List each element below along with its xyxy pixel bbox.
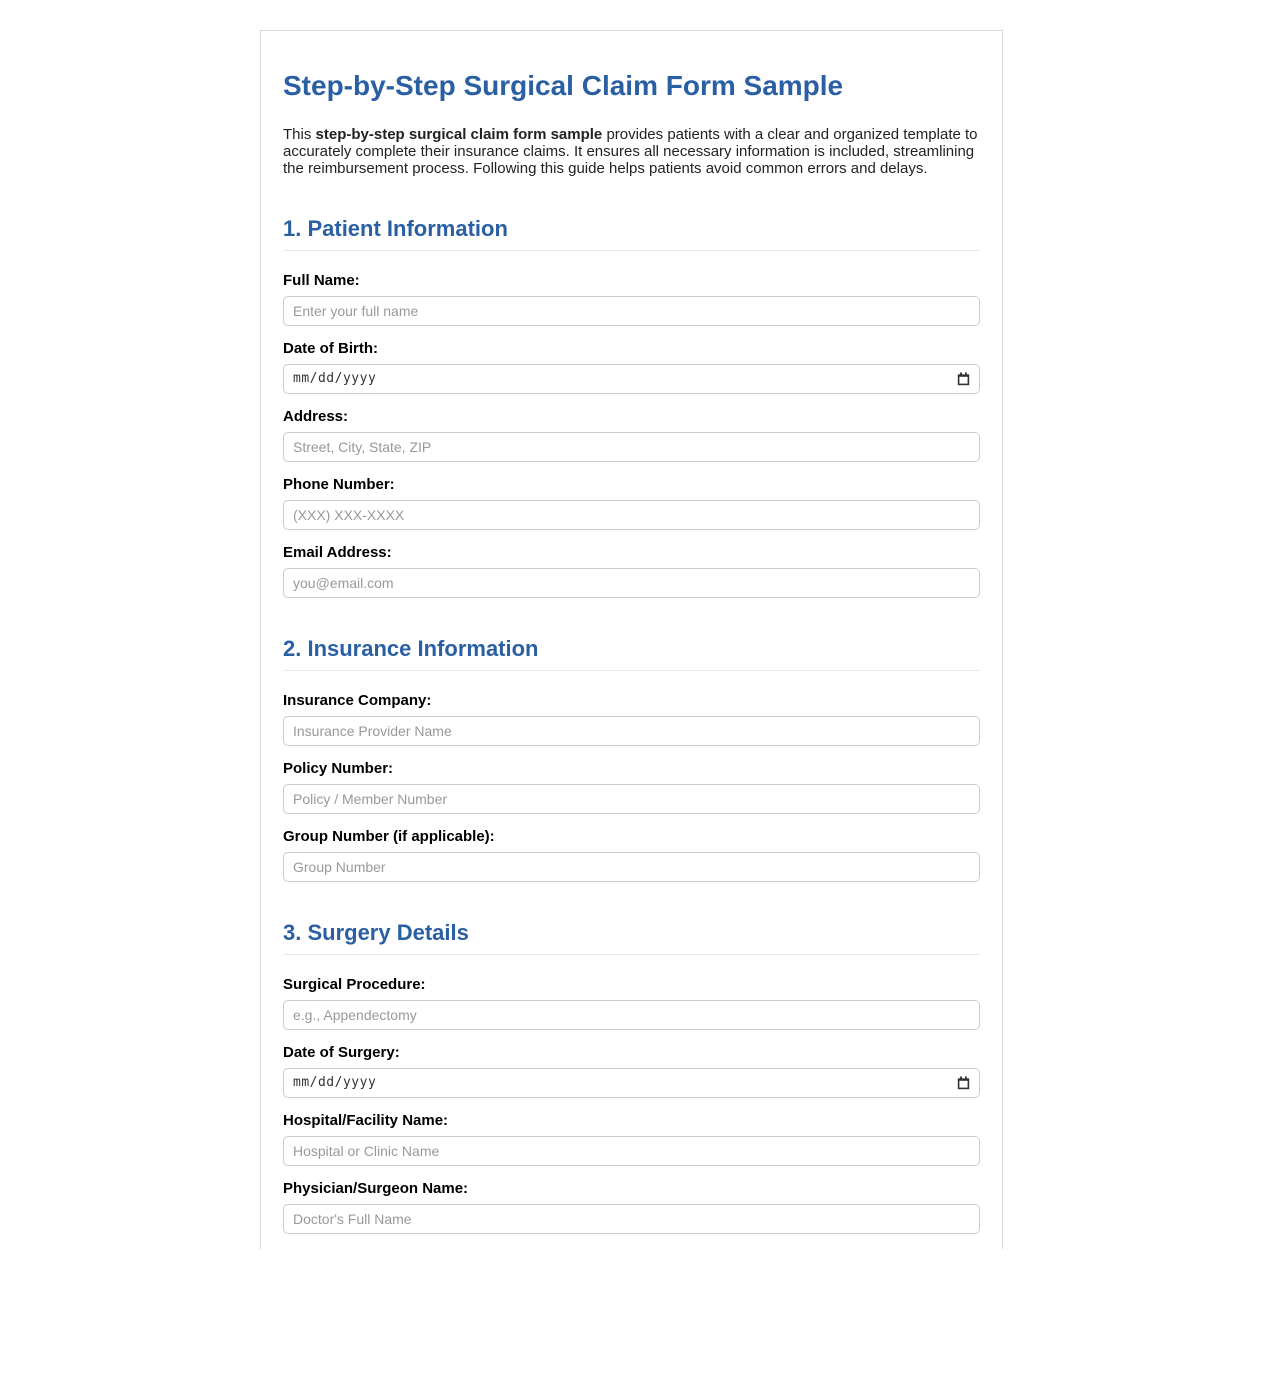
intro-paragraph — [283, 126, 980, 178]
form-card — [260, 30, 1003, 1249]
calendar-icon[interactable] — [957, 372, 970, 386]
section-heading-insurance-information: 2. Insurance Information — [283, 638, 980, 671]
field-surgical-procedure — [283, 977, 980, 1030]
date-of-birth-value: mm/dd/yyyy — [293, 371, 377, 387]
full-name-label: Full Name: — [283, 271, 360, 289]
section-insurance-information — [283, 635, 980, 882]
section-patient-information — [283, 215, 980, 598]
field-group-number — [283, 829, 980, 882]
date-of-surgery-input[interactable] — [283, 1068, 980, 1098]
hospital-facility-name-label: Hospital/Facility Name: — [283, 1111, 449, 1129]
date-of-birth-input[interactable] — [283, 364, 980, 394]
field-physician-surgeon-name — [283, 1181, 980, 1234]
date-of-birth-label: Date of Birth: — [283, 339, 378, 357]
full-name-input[interactable] — [283, 296, 980, 326]
email-address-label: Email Address: — [283, 543, 392, 561]
insurance-company-label: Insurance Company: — [283, 691, 432, 709]
field-date-of-birth — [283, 341, 980, 394]
field-insurance-company — [283, 693, 980, 746]
section-heading-surgery-details: 3. Surgery Details — [283, 922, 980, 955]
surgical-procedure-input[interactable] — [283, 1000, 980, 1030]
intro-text-bold: step-by-step surgical claim form sample — [315, 125, 603, 143]
email-address-input[interactable] — [283, 568, 980, 598]
policy-number-input[interactable] — [283, 784, 980, 814]
policy-number-label: Policy Number: — [283, 759, 394, 777]
phone-number-input[interactable] — [283, 500, 980, 530]
intro-text-prefix: This — [283, 125, 316, 143]
section-surgery-details — [283, 919, 980, 1234]
page-title: Step-by-Step Surgical Claim Form Sample — [283, 70, 844, 101]
field-email-address — [283, 545, 980, 598]
field-policy-number — [283, 761, 980, 814]
address-input[interactable] — [283, 432, 980, 462]
group-number-label: Group Number (if applicable): — [283, 827, 495, 845]
field-hospital-facility-name — [283, 1113, 980, 1166]
hospital-facility-name-input[interactable] — [283, 1136, 980, 1166]
field-date-of-surgery — [283, 1045, 980, 1098]
insurance-company-input[interactable] — [283, 716, 980, 746]
calendar-icon[interactable] — [957, 1076, 970, 1090]
section-heading-patient-information: 1. Patient Information — [283, 218, 980, 251]
field-full-name — [283, 273, 980, 326]
date-of-surgery-label: Date of Surgery: — [283, 1043, 400, 1061]
field-address — [283, 409, 980, 462]
group-number-input[interactable] — [283, 852, 980, 882]
address-label: Address: — [283, 407, 349, 425]
phone-number-label: Phone Number: — [283, 475, 395, 493]
field-phone-number — [283, 477, 980, 530]
physician-surgeon-name-input[interactable] — [283, 1204, 980, 1234]
intro-text-rest: provides patients with a clear and organized template to accurately complete their insurance claims. It ensures all necessary information is included, streamlining the reimbursement process. Following this guide helps patients avoid common errors and delays. — [283, 125, 978, 178]
surgical-procedure-label: Surgical Procedure: — [283, 975, 426, 993]
physician-surgeon-name-label: Physician/Surgeon Name: — [283, 1179, 469, 1197]
date-of-surgery-value: mm/dd/yyyy — [293, 1075, 377, 1091]
